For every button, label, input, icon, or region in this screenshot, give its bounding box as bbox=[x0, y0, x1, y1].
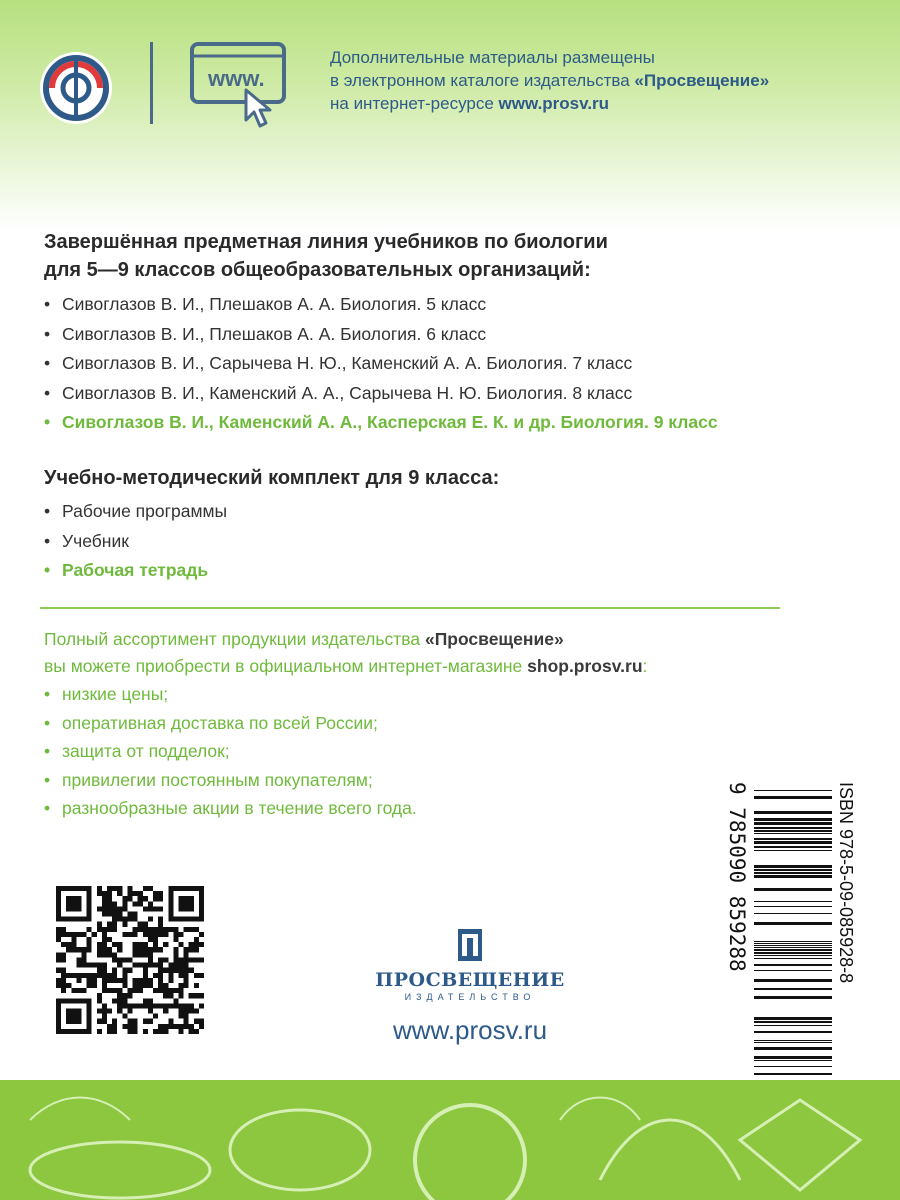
publisher-block bbox=[360, 925, 580, 1002]
publisher-book-logo-icon bbox=[450, 925, 490, 965]
list-item: • привилегии постоянным покупателям; bbox=[40, 766, 417, 795]
shop-info bbox=[44, 626, 804, 680]
barcode-bar bbox=[754, 906, 832, 907]
list-item: • Рабочие программы bbox=[40, 497, 227, 527]
list-item: • Сивоглазов В. И., Каменский А. А., Сарычева Н. Ю. Биология. 8 класс bbox=[40, 379, 718, 409]
shop-benefits-list bbox=[40, 680, 417, 823]
info-line-2: в электронном каталоге издательства bbox=[330, 71, 635, 90]
barcode-bar bbox=[754, 830, 832, 832]
shop-url-link[interactable]: shop.prosv.ru bbox=[527, 656, 643, 676]
barcode-bar bbox=[754, 846, 832, 848]
barcode-bar bbox=[754, 865, 832, 868]
barcode-bar bbox=[754, 888, 832, 891]
list-item: • оперативная доставка по всей России; bbox=[40, 709, 417, 738]
barcode-bar bbox=[754, 955, 832, 956]
list-item: • Сивоглазов В. И., Плешаков А. А. Биология. 5 класс bbox=[40, 290, 718, 320]
publisher-subtitle: ИЗДАТЕЛЬСТВО bbox=[404, 992, 536, 1002]
barcode-bar bbox=[754, 1040, 832, 1041]
shop-line-1: Полный ассортимент продукции издательства bbox=[44, 629, 425, 649]
barcode-bar bbox=[754, 790, 832, 791]
prosveshchenie-round-logo-icon bbox=[38, 50, 114, 126]
qr-code-icon[interactable] bbox=[56, 886, 204, 1034]
barcode-bar bbox=[754, 943, 832, 944]
isbn-text: ISBN 978-5-09-085928-8 bbox=[836, 782, 856, 984]
barcode-bar bbox=[754, 1021, 832, 1023]
isbn-digits: 9 785090 859288 bbox=[725, 782, 749, 972]
barcode-bar bbox=[754, 827, 832, 829]
header-divider bbox=[150, 42, 153, 124]
barcode-bar bbox=[754, 952, 832, 954]
barcode-bar bbox=[754, 811, 832, 814]
barcode-bar bbox=[754, 945, 832, 946]
publisher-url[interactable]: www.prosv.ru bbox=[392, 1015, 548, 1045]
barcode-bar bbox=[754, 922, 832, 925]
barcode-bar bbox=[754, 1017, 832, 1020]
series-book-list bbox=[40, 290, 718, 438]
barcode-bar bbox=[754, 947, 832, 948]
shop-line-2-end: : bbox=[642, 656, 648, 676]
top-gradient-band bbox=[0, 0, 900, 230]
www-label: www. bbox=[208, 66, 265, 91]
barcode-bar bbox=[754, 996, 832, 999]
publisher-name: ПРОСВЕЩЕНИЕ bbox=[375, 969, 565, 991]
barcode-bar bbox=[754, 941, 832, 942]
barcode-bar bbox=[754, 979, 832, 982]
list-item: • Сивоглазов В. И., Плешаков А. А. Биология. 6 класс bbox=[40, 320, 718, 350]
bottom-nature-decoration bbox=[0, 1080, 900, 1200]
section-divider bbox=[40, 607, 780, 609]
barcode-bar bbox=[754, 875, 832, 878]
barcode-bar bbox=[754, 958, 832, 959]
barcode-bar bbox=[754, 913, 832, 914]
barcode-bar bbox=[754, 1066, 832, 1067]
series-heading-line-2: для 5—9 классов общеобразовательных организаций: bbox=[44, 259, 591, 281]
barcode-bar bbox=[754, 796, 832, 799]
barcode-bar bbox=[754, 833, 832, 834]
series-heading-line-1: Завершённая предметная линия учебников по биологии bbox=[44, 231, 608, 253]
barcode-bar bbox=[754, 1047, 832, 1050]
barcode-bar bbox=[754, 964, 832, 966]
www-browser-icon bbox=[188, 40, 298, 130]
list-item: • Сивоглазов В. И., Сарычева Н. Ю., Каменский А. А. Биология. 7 класс bbox=[40, 349, 718, 379]
additional-materials-info bbox=[330, 46, 769, 115]
info-line-3: на интернет-ресурсе bbox=[330, 94, 499, 113]
barcode-bar bbox=[754, 818, 832, 821]
barcode-bar bbox=[754, 822, 832, 825]
shop-line-2: вы можете приобрести в официальном интернет-магазине bbox=[44, 656, 528, 676]
info-line-1: Дополнительные материалы размещены bbox=[330, 48, 655, 67]
shop-publisher-name: «Просвещение» bbox=[424, 629, 564, 649]
list-item-current: • Сивоглазов В. И., Каменский А. А., Касперская Е. К. и др. Биология. 9 класс bbox=[40, 408, 718, 438]
list-item-current: • Рабочая тетрадь bbox=[40, 556, 227, 586]
prosv-url-link[interactable]: www.prosv.ru bbox=[498, 94, 610, 113]
isbn-barcode bbox=[724, 776, 864, 1096]
barcode-bar bbox=[754, 1042, 832, 1043]
list-item: • разнообразные акции в течение всего года. bbox=[40, 794, 417, 823]
barcode-bar bbox=[754, 841, 832, 844]
kit-heading: Учебно-методический комплект для 9 класса: bbox=[44, 467, 500, 489]
series-heading bbox=[44, 228, 804, 284]
barcode-bar bbox=[754, 901, 832, 902]
list-item: • низкие цены; bbox=[40, 680, 417, 709]
barcode-bar bbox=[754, 850, 832, 851]
barcode-bar bbox=[754, 869, 832, 871]
barcode-bar bbox=[754, 949, 832, 951]
list-item: • Учебник bbox=[40, 527, 227, 557]
barcode-bar bbox=[754, 1031, 832, 1033]
barcode-bar bbox=[754, 1060, 832, 1061]
barcode-bar bbox=[754, 1056, 832, 1059]
barcode-bar bbox=[754, 1073, 832, 1075]
barcode-bar bbox=[754, 970, 832, 971]
barcode-bar bbox=[754, 988, 832, 990]
list-item: • защита от подделок; bbox=[40, 737, 417, 766]
barcode-bar bbox=[754, 1025, 832, 1026]
barcode-bar bbox=[754, 872, 832, 874]
barcode-bar bbox=[754, 838, 832, 840]
publisher-name-quoted: «Просвещение» bbox=[634, 71, 770, 90]
kit-list bbox=[40, 497, 227, 586]
